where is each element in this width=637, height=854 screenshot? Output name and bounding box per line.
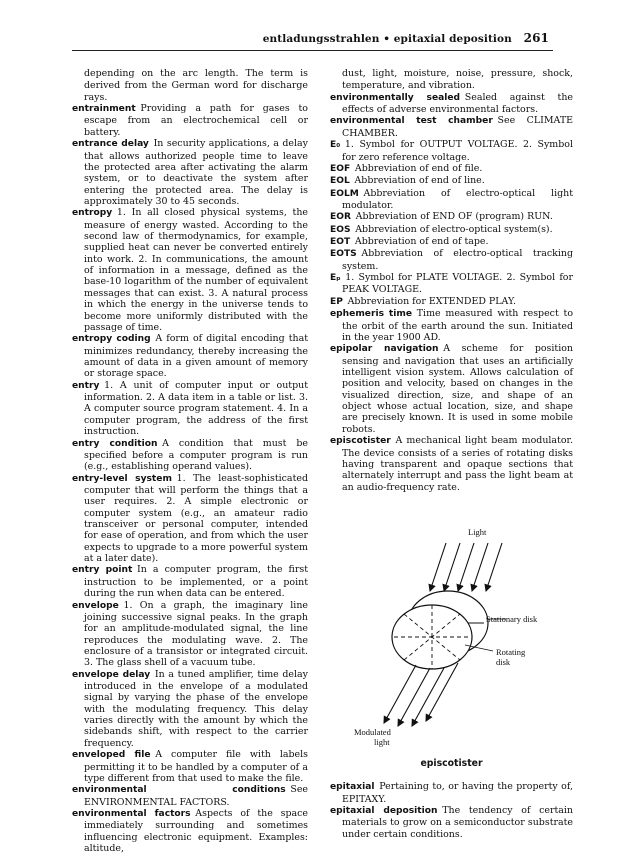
entry-definition: Aspects of the space immediately surrounding and sometimes influencing electronic equipment. Examples: altitude, — [84, 808, 308, 854]
entry-term: EP — [330, 296, 343, 307]
dictionary-entry — [330, 115, 573, 139]
dictionary-entry — [72, 669, 308, 750]
entry-definition: 1. A unit of computer input or output information. 2. A data item in a table or list. 3. A computer source program statement. 4. In a computer program, the address of the first instruction. — [84, 379, 308, 438]
entry-definition: In a computer program, the first instruction to be implemented, or a point during the run when data can be entered. — [84, 564, 308, 600]
dictionary-entry — [330, 68, 573, 92]
entry-definition: Sealed against the effects of adverse environmental factors. — [342, 91, 573, 116]
dictionary-entry — [72, 749, 308, 784]
entry-term: E₀ — [330, 140, 341, 151]
dictionary-entry — [72, 207, 308, 333]
dictionary-entry — [72, 380, 308, 438]
right-column-bottom-entries — [330, 781, 573, 840]
entry-definition: Abbreviation of end of tape. — [354, 236, 489, 248]
entry-definition: A form of digital encoding that minimizes redundancy, thereby increasing the amount of data in a given amount of memory or storage space. — [84, 333, 309, 380]
dictionary-entry — [330, 224, 573, 236]
entry-term: entropy — [72, 208, 113, 219]
dictionary-entry — [330, 248, 573, 272]
entry-term: epitaxial — [330, 782, 375, 793]
left-column — [72, 68, 308, 854]
entry-definition: Abbreviation of end of line. — [354, 175, 485, 187]
label-light: Light — [468, 526, 487, 537]
entry-definition: Abbreviation of electro-optical tracking system. — [342, 248, 573, 272]
entry-term: entropy coding — [72, 334, 151, 345]
entry-definition: A computer file with labels permitting it to be handled by a computer of a type different from that used to make the file. — [84, 749, 308, 784]
entry-term: entrainment — [72, 104, 136, 115]
entry-term: entry-level system — [72, 473, 172, 484]
dictionary-entry — [72, 68, 308, 103]
dictionary-entry — [72, 103, 308, 138]
modulated-ray-2 — [398, 668, 430, 726]
entry-term: EOS — [330, 224, 351, 235]
light-ray-3 — [458, 543, 474, 591]
entry-definition: 1. In all closed physical systems, the measure of energy wasted. According to the second law of thermodynamics, for example, supplied heat can never be converted entirely into work. 2. In communications, the amount of information in a message, defined as the base-10 logarithm of the number of equivalent messages that can exist. 3. A natural process in which the energy in the universe tends to become more uniformly distributed with the passage of time. — [84, 207, 308, 333]
dictionary-entry — [72, 333, 308, 379]
entry-term: envelope — [72, 600, 119, 611]
right-column-top-entries — [330, 68, 573, 493]
label-rotating-disk-line1: Rotating — [496, 646, 526, 657]
label-rotating-disk-line2: disk — [496, 656, 511, 667]
dictionary-entry — [330, 343, 573, 435]
dictionary-entry — [330, 272, 573, 296]
entry-term: EOR — [330, 212, 351, 223]
light-ray-4 — [472, 543, 488, 591]
entry-term: episcotister — [330, 436, 391, 447]
dictionary-entry — [330, 211, 573, 223]
entry-definition: 1. Symbol for PLATE VOLTAGE. 2. Symbol for PEAK VOLTAGE. — [342, 272, 573, 296]
entry-term: EOT — [330, 237, 351, 248]
entry-definition: dust, light, moisture, noise, pressure, shock, temperature, and vibration. — [342, 68, 573, 92]
entry-term: EOL — [330, 176, 350, 187]
entry-definition: depending on the arc length. The term is derived from the German word for discharge rays. — [84, 68, 308, 103]
entry-definition: See ENVIRONMENTAL FACTORS. — [84, 784, 308, 808]
entry-definition: Abbreviation for EXTENDED PLAY. — [347, 295, 516, 307]
entry-definition: See CLIMATE CHAMBER. — [342, 115, 574, 139]
entry-term: entrance delay — [72, 139, 149, 150]
light-ray-5 — [486, 543, 502, 591]
dictionary-entry — [330, 139, 573, 163]
entry-term: environmentally sealed — [330, 92, 461, 103]
dictionary-entry — [330, 163, 573, 175]
entry-definition: 1. The least-sophisticated computer that will perform the things that a user requires. 2. A simple electronic or computer system (e.g., an amateur radio transceiver or personal computer, intended for ease of operation, and from which the user expects to upgrade to a more powerful system at a later date). — [84, 472, 308, 565]
entry-definition: A condition that must be specified before a computer program is run (e.g., establishing operand values). — [84, 437, 308, 473]
light-ray-1 — [430, 543, 446, 591]
entry-definition: Abbreviation of end of file. — [354, 162, 483, 174]
entry-definition: Abbreviation of electro-optical system(s). — [355, 223, 553, 235]
dictionary-entry — [330, 296, 573, 308]
entry-term: environmental conditions — [72, 785, 286, 796]
dictionary-entry — [330, 805, 573, 840]
dictionary-entry — [330, 188, 573, 212]
dictionary-entry — [330, 435, 573, 493]
entry-definition: A mechanical light beam modulator. The device consists of a series of rotating disks having transparent and opaque sections that alternately interrupt and pass the light beam at an audio-frequency rate. — [342, 435, 573, 493]
incoming-light-rays — [430, 543, 502, 591]
entry-definition: In a tuned amplifier, time delay introduced in the envelope of a modulated signal by varying the phase of the envelope with the modulating frequency. This delay varies directly with the amount by which the sidebands shift, with respect to the carrier frequency. — [84, 668, 308, 749]
episcotister-diagram — [330, 513, 573, 748]
entry-term: epipolar navigation — [330, 344, 439, 355]
dictionary-entry — [72, 808, 308, 854]
modulated-ray-1 — [384, 665, 416, 723]
right-column — [330, 68, 573, 840]
label-stationary-disk: Stationary disk — [486, 613, 538, 624]
dictionary-entry — [72, 473, 308, 565]
entry-definition: Pertaining to, or having the property of, EPITAXY. — [342, 781, 573, 805]
entry-term: entry point — [72, 565, 133, 576]
entry-definition: Abbreviation of electro-optical light modulator. — [342, 187, 573, 211]
entry-term: Eₚ — [330, 273, 341, 284]
dictionary-entry — [330, 308, 573, 343]
entry-term: ephemeris time — [330, 309, 413, 320]
entry-term: environmental factors — [72, 809, 191, 819]
figure-caption: episcotister — [420, 757, 483, 769]
entry-term: envelope delay — [72, 669, 151, 680]
light-ray-2 — [444, 543, 460, 591]
entry-definition: 1. Symbol for OUTPUT VOLTAGE. 2. Symbol for zero reference voltage. — [342, 139, 573, 163]
entry-definition: In security applications, a delay that allows authorized people time to leave the protected area after activating the alarm system, or to deactivate the system after entering the protected area. The delay is approximately 30 to 45 seconds. — [84, 138, 308, 207]
entry-term: epitaxial deposition — [330, 806, 438, 817]
dictionary-entry — [72, 600, 308, 669]
dictionary-entry — [72, 784, 308, 808]
dictionary-entry — [330, 781, 573, 805]
entry-term: EOTS — [330, 249, 357, 260]
running-header — [263, 31, 549, 45]
running-head: entladungsstrahlen • epitaxial deposition — [262, 33, 512, 45]
entry-term: EOF — [330, 163, 351, 174]
label-modulated-light-line2: light — [374, 736, 390, 747]
entry-definition: The tendency of certain materials to grow on a semiconductor substrate under certain conditions. — [342, 805, 573, 840]
entry-term: entry condition — [72, 438, 158, 449]
entry-term: EOLM — [330, 188, 359, 199]
dictionary-entry — [330, 92, 573, 116]
entry-term: enveloped file — [72, 750, 151, 761]
header-rule — [72, 50, 553, 51]
page-number: 261 — [523, 31, 549, 45]
dictionary-entry — [72, 564, 308, 599]
entry-term: environmental test chamber — [330, 116, 493, 127]
dictionary-entry — [72, 438, 308, 473]
entry-definition: A scheme for position sensing and navigation that uses an artificially intelligent vision system. Allows calculation of position and velocity, based on changes in the visualized direction, size, and shape of an object whose actual location, size, and shape are precisely known. It is used in some mobile robots. — [342, 343, 573, 435]
entry-definition: Providing a path for gases to escape from an electrochemical cell or battery. — [84, 103, 308, 138]
label-modulated-light-line1: Modulated — [354, 726, 391, 737]
dictionary-entry — [330, 236, 573, 248]
entry-definition: 1. On a graph, the imaginary line joining successive signal peaks. In the graph for an amplitude-modulated signal, the line reproduces the modulating wave. 2. The enclosure of a transistor or integrated circuit. 3. The glass shell of a vacuum tube. — [84, 599, 308, 669]
episcotister-figure — [330, 513, 573, 748]
dictionary-entry — [330, 175, 573, 187]
entry-definition: Time measured with respect to the orbit of the earth around the sun. Initiated in the year 1900 AD. — [342, 308, 574, 343]
dictionary-entry — [72, 138, 308, 207]
entry-term: entry — [72, 380, 100, 391]
entry-definition: Abbreviation of END OF (program) RUN. — [355, 211, 553, 223]
modulated-light-rays — [384, 663, 458, 726]
